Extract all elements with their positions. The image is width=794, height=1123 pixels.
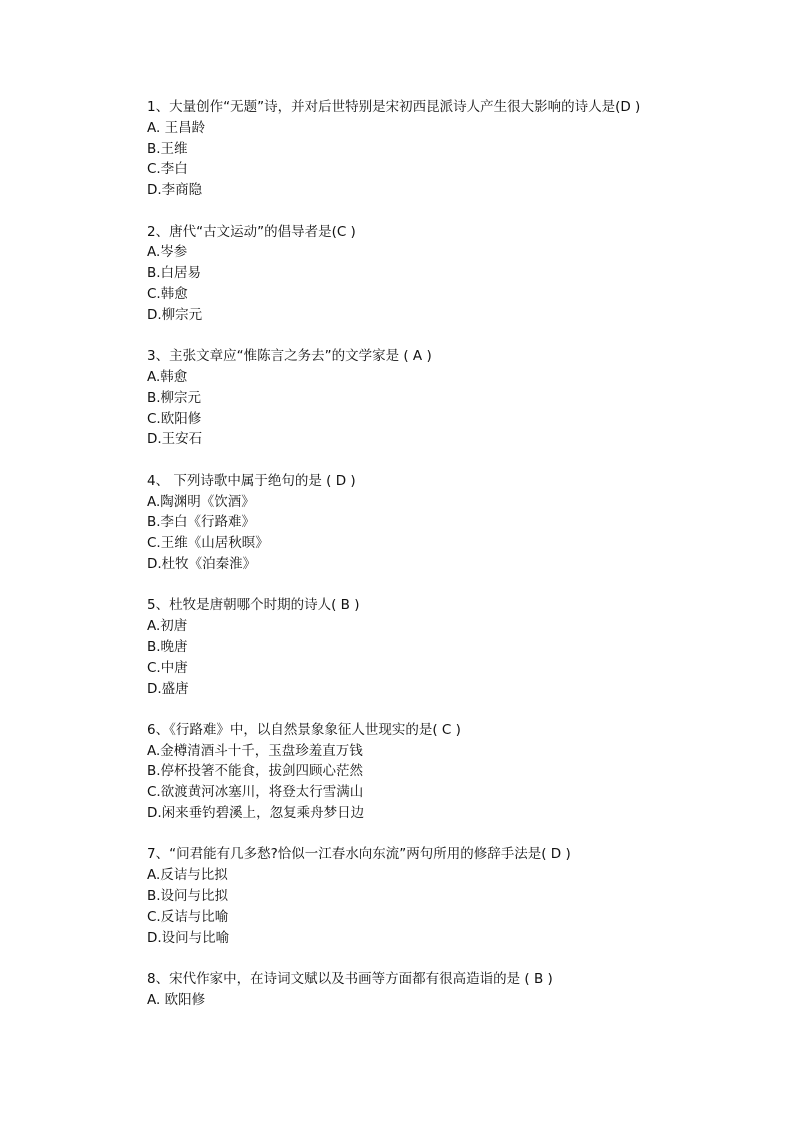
option-d: D.王安石 [147,431,203,448]
option-b: B.李白《行路难》 [147,514,256,531]
document-page [147,97,767,1031]
question-3 [147,346,767,450]
question-1 [147,97,767,201]
option-d: D.杜牧《泊秦淮》 [147,555,257,572]
option-b: B.柳宗元 [147,389,202,406]
option-a: A.初唐 [147,618,188,635]
option-c: C.王维《山居秋暝》 [147,535,269,552]
option-b: B.晚唐 [147,638,188,655]
option-c: C.李白 [147,161,188,178]
option-d: D.闲来垂钓碧溪上，忽复乘舟梦日边 [147,805,365,822]
option-a: A.岑参 [147,244,188,261]
option-a: A.金樽清酒斗十千，玉盘珍羞直万钱 [147,742,363,759]
question-4 [147,471,767,575]
question-stem: 2、唐代“古文运动”的倡导者是(C ) [147,223,356,240]
option-a: A.反诘与比拟 [147,867,228,884]
option-b: B.设问与比拟 [147,888,229,905]
question-stem: 6、《行路难》中，以自然景象象征人世现实的是( C ) [147,721,461,738]
option-d: D.盛唐 [147,680,189,697]
option-b: B.白居易 [147,265,202,282]
question-stem: 8、宋代作家中，在诗词文赋以及书画等方面都有很高造诣的是 ( B ) [147,971,553,988]
option-c: C.欲渡黄河冰塞川，将登太行雪满山 [147,784,364,801]
option-c: C.反诘与比喻 [147,908,229,925]
option-a: A. 王昌龄 [147,119,206,136]
question-stem: 3、主张文章应“惟陈言之务去”的文学家是 ( A ) [147,348,432,365]
question-2 [147,222,767,326]
question-stem: 5、杜牧是唐朝哪个时期的诗人( B ) [147,597,360,614]
question-5 [147,595,767,699]
option-a: A. 欧阳修 [147,991,206,1008]
question-7 [147,844,767,948]
option-d: D.设问与比喻 [147,929,230,946]
option-d: D.柳宗元 [147,306,203,323]
option-d: D.李商隐 [147,182,203,199]
option-c: C.欧阳修 [147,410,202,427]
option-c: C.中唐 [147,659,188,676]
question-6 [147,720,767,824]
option-b: B.王维 [147,140,188,157]
option-a: A.陶渊明《饮酒》 [147,493,255,510]
question-8 [147,969,767,1011]
option-a: A.韩愈 [147,368,188,385]
question-stem: 4、 下列诗歌中属于绝句的是 ( D ) [147,472,356,489]
option-c: C.韩愈 [147,285,188,302]
question-stem: 7、“问君能有几多愁?恰似一江春水向东流”两句所用的修辞手法是( D ) [147,846,571,863]
question-stem: 1、大量创作“无题”诗，并对后世特别是宋初西昆派诗人产生很大影响的诗人是(D ) [147,99,641,115]
option-b: B.停杯投箸不能食，拔剑四顾心茫然 [147,763,364,780]
